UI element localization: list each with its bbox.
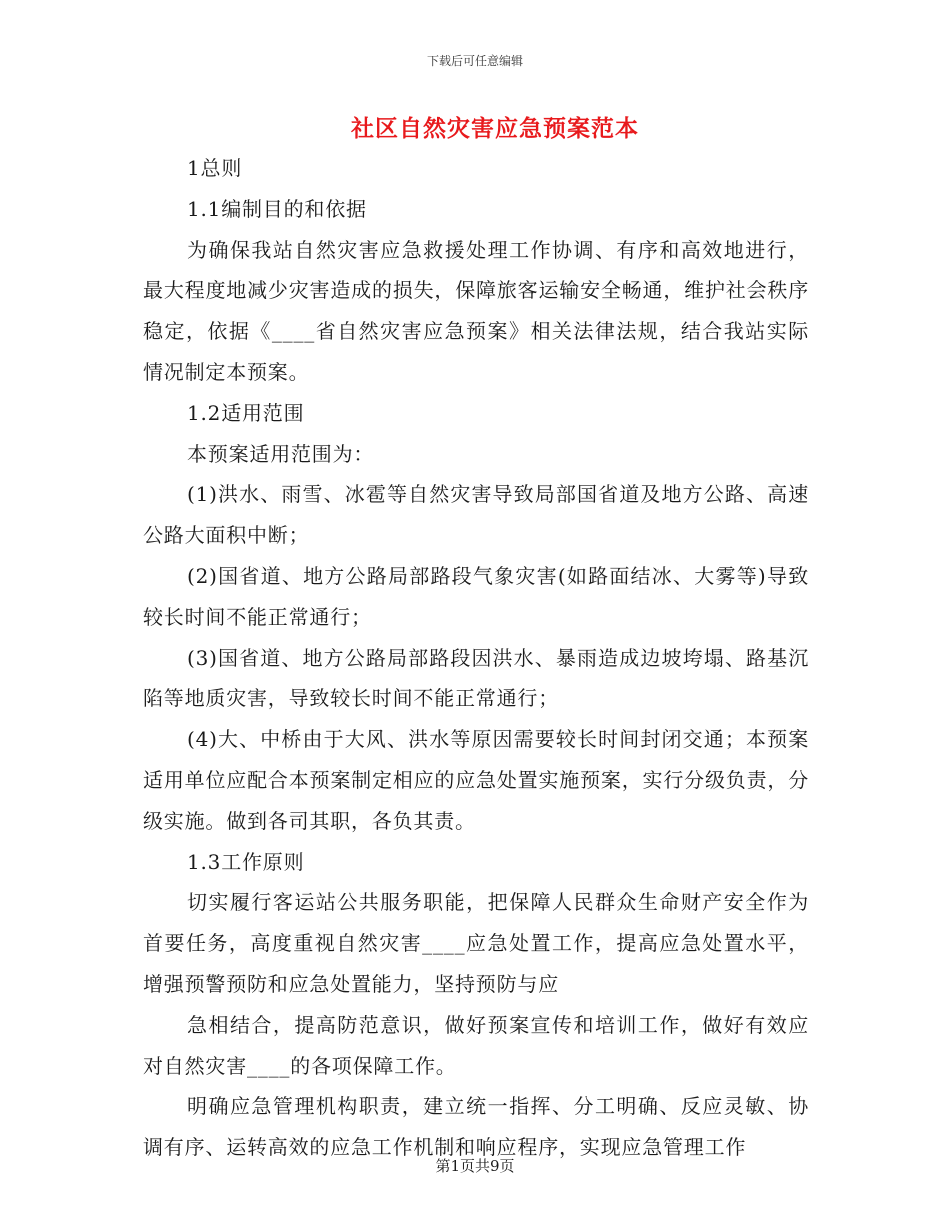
paragraph-section-1: 1总则: [187, 156, 243, 180]
header-note: 下载后可任意编辑: [426, 54, 523, 68]
document-title: 社区自然灾害应急预案范本: [351, 115, 639, 142]
paragraph-purpose: 为确保我站自然灾害应急救援处理工作协调、有序和高效地进行，最大程度地减少灾害造成的损失，保障旅客运输安全畅通，维护社会秩序稳定，依据《____省自然灾害应急预案》相关法律法规，结合我站实际情况制定本预案。: [143, 237, 809, 384]
document-body: [143, 148, 809, 1168]
paragraph-section-1-1: 1.1编制目的和依据: [187, 196, 367, 221]
paragraph-principle-1: 切实履行客运站公共服务职能，把保障人民群众生命财产安全作为首要任务，高度重视自然灾害____应急处置工作，提高应急处置水平，增强预警预防和应急处置能力，坚持预防与应: [143, 890, 809, 996]
paragraph-principle-2: 急相结合，提高防范意识，做好预案宣传和培训工作，做好有效应对自然灾害____的各项保障工作。: [143, 1012, 809, 1078]
page-number: 第1页共9页: [435, 1157, 515, 1175]
paragraph-scope-item-2: (2)国省道、地方公路局部路段气象灾害(如路面结冰、大雾等)导致较长时间不能正常通行；: [143, 563, 809, 629]
paragraph-scope-intro: 本预案适用范围为：: [187, 441, 375, 466]
paragraph-scope-item-3: (3)国省道、地方公路局部路段因洪水、暴雨造成边坡垮塌、路基沉陷等地质灾害，导致较长时间不能正常通行；: [143, 645, 809, 711]
paragraph-scope-item-4: (4)大、中桥由于大风、洪水等原因需要较长时间封闭交通；本预案适用单位应配合本预案制定相应的应急处置实施预案，实行分级负责，分级实施。做到各司其职，各负其责。: [143, 727, 809, 833]
paragraph-section-1-2: 1.2适用范围: [187, 400, 305, 425]
paragraph-scope-item-1: (1)洪水、雨雪、冰雹等自然灾害导致局部国省道及地方公路、高速公路大面积中断；: [143, 482, 809, 548]
paragraph-section-1-3: 1.3工作原则: [187, 849, 305, 874]
paragraph-principle-3: 明确应急管理机构职责，建立统一指挥、分工明确、反应灵敏、协调有序、运转高效的应急工作机制和响应程序，实现应急管理工作: [143, 1094, 809, 1160]
